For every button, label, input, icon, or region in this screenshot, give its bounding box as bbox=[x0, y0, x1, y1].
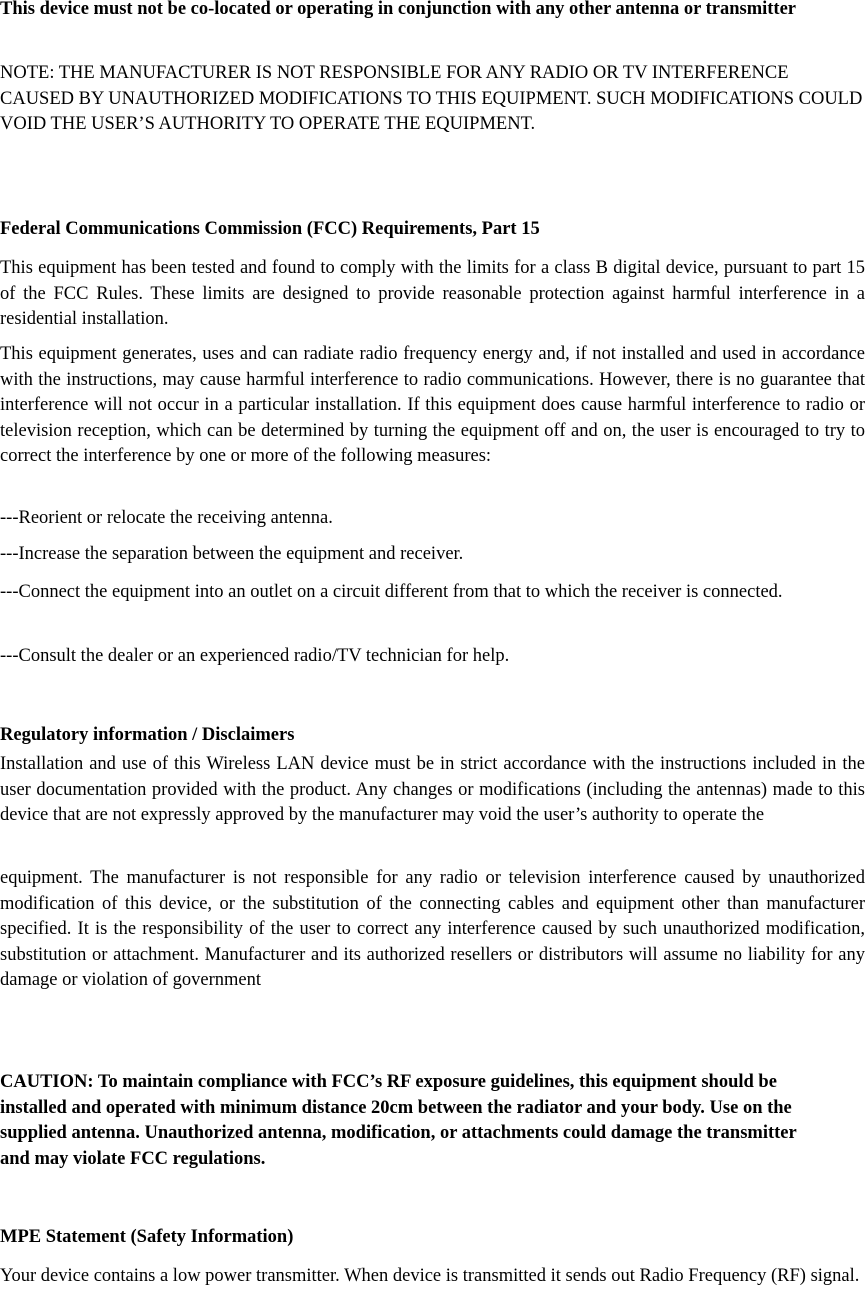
fcc-measure-consult-dealer: ---Consult the dealer or an experienced radio/TV technician for help. bbox=[0, 646, 510, 666]
fcc-heading: Federal Communications Commission (FCC) Requirements, Part 15 bbox=[0, 219, 540, 239]
regulatory-paragraph-1: Installation and use of this Wireless LAN device must be in strict accordance with the instructions included in the user documentation provided with the product. Any changes or modifications (including the antennas) made to this device that are not expressly approved by the manufacturer may void the user’s authority to operate the bbox=[0, 754, 865, 825]
mpe-heading: MPE Statement (Safety Information) bbox=[0, 1227, 294, 1247]
regulatory-heading: Regulatory information / Disclaimers bbox=[0, 725, 295, 745]
fcc-measure-different-outlet: ---Connect the equipment into an outlet on a circuit different from that to which the receiver is connected. bbox=[0, 582, 783, 602]
rf-exposure-caution: CAUTION: To maintain compliance with FCC’s RF exposure guidelines, this equipment should be installed and operated with minimum distance 20cm between the radiator and your body. Use on the supplied antenna. Unauthorized antenna, modification, or attachments could damage the transmitter and may violate FCC regulations. bbox=[0, 1072, 797, 1169]
fcc-measure-increase-separation: ---Increase the separation between the equipment and receiver. bbox=[0, 544, 464, 564]
colocation-warning: This device must not be co-located or operating in conjunction with any other antenna or transmitter bbox=[0, 0, 796, 19]
fcc-measure-reorient: ---Reorient or relocate the receiving antenna. bbox=[0, 508, 333, 528]
manufacturer-note: NOTE: THE MANUFACTURER IS NOT RESPONSIBLE FOR ANY RADIO OR TV INTERFERENCE CAUSED BY UNAUTHORIZED MODIFICATIONS TO THIS EQUIPMENT. SUCH MODIFICATIONS COULD VOID THE USER’S AUTHORITY TO OPERATE THE EQUIPMENT. bbox=[0, 63, 863, 134]
fcc-paragraph-2: This equipment generates, uses and can radiate radio frequency energy and, if not installed and used in accordance with the instructions, may cause harmful interference to radio communications. However, there is no guarantee that interference will not occur in a particular installation. If this equipment does cause harmful interference to radio or television reception, which can be determined by turning the equipment off and on, the user is encouraged to try to correct the interference by one or more of the following measures: bbox=[0, 344, 865, 466]
fcc-paragraph-1: This equipment has been tested and found to comply with the limits for a class B digital device, pursuant to part 15 of the FCC Rules. These limits are designed to provide reasonable protection against harmful interference in a residential installation. bbox=[0, 258, 865, 329]
regulatory-paragraph-2: equipment. The manufacturer is not responsible for any radio or television interference caused by unauthorized modification of this device, or the substitution of the connecting cables and equipment other than manufacturer specified. It is the responsibility of the user to correct any interference caused by such unauthorized modification, substitution or attachment. Manufacturer and its authorized resellers or distributors will assume no liability for any damage or violation of government bbox=[0, 868, 865, 990]
mpe-paragraph: Your device contains a low power transmitter. When device is transmitted it sends out Radio Frequency (RF) signal. bbox=[0, 1266, 860, 1286]
